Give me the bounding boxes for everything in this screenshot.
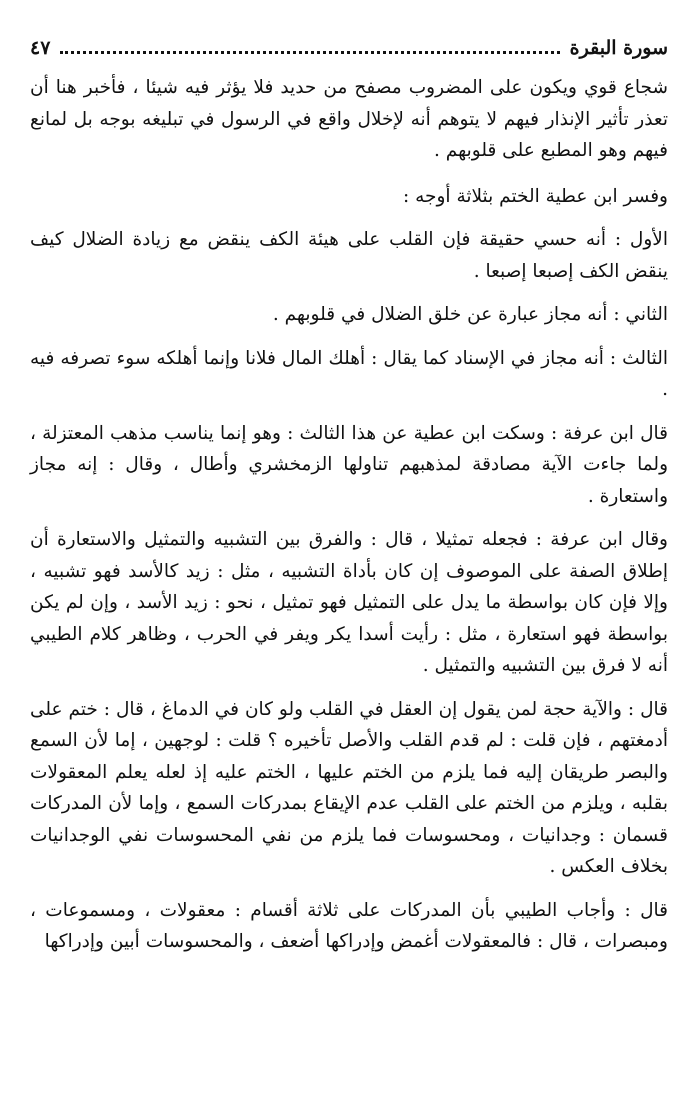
paragraph-4: الثاني : أنه مجاز عبارة عن خلق الضلال في قلوبهم . xyxy=(272,304,668,325)
surah-title: سورة البقرة xyxy=(569,37,668,59)
page-header xyxy=(30,30,668,66)
paragraph-7: وقال ابن عرفة : فجعله تمثيلا ، قال : والفرق بين التشبيه والتمثيل والاستعارة أن إطلاق الصفة على الموصوف إن كان بأداة التشبيه ، مثل : زيد كالأسد فهو تشبيه ، وإلا فإن كان بواسطة ما يدل على التمثيل فهو تمثيل ، نحو : زيد الأسد ، وإن لم يكن بواسطة فهو استعارة ، مثل : رأيت أسدا يكر ويفر في الحرب ، وظاهر كلام الطيبي أنه لا فرق بين التشبيه والتمثيل . xyxy=(30,529,668,676)
paragraph-1: شجاع قوي ويكون على المضروب مصفح من حديد فلا يؤثر فيه شيئا ، فأخبر هنا أن تعذر تأثير الإنذار فيهم لا يتوهم أنه لإخلال واقع في الرسول في تبليغه بوجه بل لمانع فيهم وهو المطبع على قلوبهم . xyxy=(30,77,668,161)
book-page xyxy=(30,30,668,1090)
paragraph-3: الأول : أنه حسي حقيقة فإن القلب على هيئة الكف ينقض مع زيادة الضلال كيف ينقض الكف إصبعا إصبعا . xyxy=(30,229,668,282)
paragraph-9: قال : وأجاب الطيبي بأن المدركات على ثلاثة أقسام : معقولات ، ومسموعات ، ومبصرات ، قال : فالمعقولات أغمض وإدراكها أضعف ، والمحسوسات أبين وإدراكها xyxy=(30,899,668,952)
paragraph-2: وفسر ابن عطية الختم بثلاثة أوجه : xyxy=(403,185,668,207)
paragraph-8: قال : والآية حجة لمن يقول إن العقل في القلب ولو كان في الدماغ ، قال : ختم على أدمغتهم ، فإن قلت : لم قدم القلب والأصل تأخيره ؟ قلت : لوجهين ، إما لأن السمع والبصر طريقان إليه فما يلزم من الختم عليها ، الختم عليه إذ لعله يعلم المعقولات بقلبه ، ويلزم من الختم على القلب عدم الإيقاع بمدركات السمع ، وإما لأن المدركات قسمان : وجدانيات ، ومحسوسات فما يلزم من نفي المحسوسات نفي الوجدانيات بخلاف العكس . xyxy=(30,698,668,877)
page-number: ٤٧ xyxy=(30,37,51,59)
paragraph-5: الثالث : أنه مجاز في الإسناد كما يقال : أهلك المال فلانا وإنما أهلكه سوء تصرفه فيه . xyxy=(30,347,668,400)
paragraph-6: قال ابن عرفة : وسكت ابن عطية عن هذا الثالث : وهو إنما يناسب مذهب المعتزلة ، ولما جاءت الآية مصادقة لمذهبهم تناولها الزمخشري وأطال ، وقال : إنه مجاز واستعارة . xyxy=(30,422,668,507)
header-dotted-rule xyxy=(60,51,559,54)
page-body xyxy=(30,72,668,958)
